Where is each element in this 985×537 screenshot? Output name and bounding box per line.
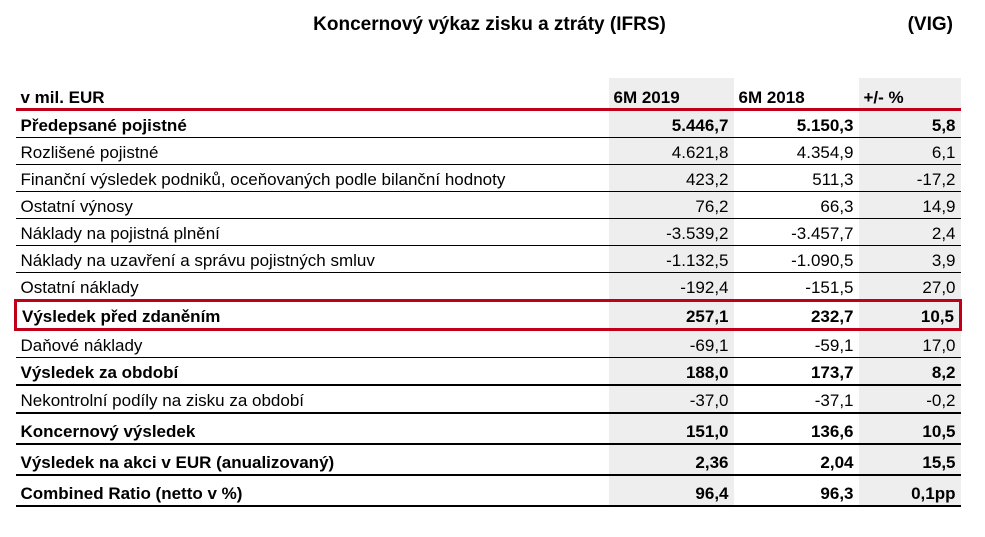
row-label: Finanční výsledek podniků, oceňovaných podle bilanční hodnoty	[20, 170, 506, 189]
row-label: Náklady na uzavření a správu pojistných smluv	[20, 251, 375, 270]
value-6m-2019: 5.446,7	[609, 110, 734, 138]
row-vysledek-pred-zdanenim	[16, 301, 961, 330]
value-6m-2019: 2,36	[609, 444, 734, 475]
value-change-pct: 0,1pp	[859, 475, 961, 506]
row-rozlisene-pojistne	[16, 138, 961, 165]
value-6m-2018: -1.090,5	[791, 251, 854, 270]
row-label: Výsledek za období	[20, 363, 179, 382]
row-label: Nekontrolní podíly na zisku za období	[20, 391, 305, 410]
value-6m-2019: -37,0	[609, 385, 734, 413]
value-6m-2019: 4.621,8	[609, 138, 734, 165]
value-6m-2018: 232,7	[734, 301, 859, 330]
col-header-6m-2019: 6M 2019	[609, 78, 734, 110]
value-change-pct: -17,2	[859, 165, 961, 192]
value-6m-2019: 76,2	[609, 192, 734, 219]
row-predepsane-pojistne	[16, 110, 961, 138]
row-label: Combined Ratio (netto v %)	[20, 484, 243, 503]
value-6m-2019: 257,1	[609, 301, 734, 330]
value-6m-2018: -59,1	[814, 336, 854, 355]
value-6m-2018: 2,04	[820, 453, 854, 472]
value-6m-2018: -3.457,7	[791, 224, 854, 243]
value-change-pct: 5,8	[859, 110, 961, 138]
value-6m-2019: -1.132,5	[609, 246, 734, 273]
row-ostatni-naklady	[16, 273, 961, 301]
value-change-pct: 17,0	[859, 330, 961, 358]
row-label: Ostatní výnosy	[20, 197, 133, 216]
row-financni-vysledek	[16, 165, 961, 192]
value-6m-2018: 511,3	[812, 170, 854, 189]
value-6m-2019: 96,4	[609, 475, 734, 506]
report-title: Koncernový výkaz zisku a ztráty (IFRS)	[313, 14, 666, 35]
value-change-pct: 2,4	[859, 219, 961, 246]
value-change-pct: 15,5	[859, 444, 961, 475]
value-6m-2019: -69,1	[609, 330, 734, 358]
col-header-change-pct: +/- %	[859, 78, 961, 110]
income-statement-table	[14, 78, 962, 507]
row-label: Ostatní náklady	[20, 278, 139, 297]
row-koncernovy-vysledek	[16, 413, 961, 444]
value-change-pct: -0,2	[859, 385, 961, 413]
value-6m-2018: 173,7	[810, 363, 854, 382]
value-change-pct: 8,2	[859, 358, 961, 386]
row-danove-naklady	[16, 330, 961, 358]
row-label: Daňové náklady	[20, 336, 143, 355]
row-vysledek-za-obdobi	[16, 358, 961, 386]
value-change-pct: 10,5	[859, 301, 961, 330]
value-6m-2018: 136,6	[810, 422, 854, 441]
value-6m-2018: 96,3	[820, 484, 854, 503]
table-header-row	[16, 78, 961, 110]
row-label: Výsledek před zdaněním	[16, 301, 609, 330]
row-naklady-na-uzavreni	[16, 246, 961, 273]
value-6m-2018: 66,3	[820, 197, 854, 216]
value-6m-2018: 5.150,3	[796, 116, 854, 135]
unit-header: v mil. EUR	[20, 88, 105, 107]
value-6m-2018: -151,5	[805, 278, 854, 297]
row-vysledek-na-akci	[16, 444, 961, 475]
row-ostatni-vynosy	[16, 192, 961, 219]
row-label: Rozlišené pojistné	[20, 143, 159, 162]
row-label: Náklady na pojistná plnění	[20, 224, 220, 243]
value-6m-2019: 151,0	[609, 413, 734, 444]
row-nekontrolni-podily	[16, 385, 961, 413]
row-label: Výsledek na akci v EUR (anualizovaný)	[20, 453, 335, 472]
row-naklady-na-plneni	[16, 219, 961, 246]
value-6m-2019: 188,0	[609, 358, 734, 386]
row-label: Koncernový výsledek	[20, 422, 196, 441]
row-label: Předepsané pojistné	[20, 116, 187, 135]
col-header-6m-2018: 6M 2018	[738, 88, 805, 107]
value-change-pct: 14,9	[859, 192, 961, 219]
value-change-pct: 3,9	[859, 246, 961, 273]
value-6m-2018: 4.354,9	[796, 143, 854, 162]
row-combined-ratio	[16, 475, 961, 506]
value-change-pct: 10,5	[859, 413, 961, 444]
value-change-pct: 6,1	[859, 138, 961, 165]
value-6m-2019: -192,4	[609, 273, 734, 301]
value-6m-2019: 423,2	[609, 165, 734, 192]
value-6m-2019: -3.539,2	[609, 219, 734, 246]
value-change-pct: 27,0	[859, 273, 961, 301]
ticker-label: (VIG)	[907, 14, 953, 35]
value-6m-2018: -37,1	[814, 391, 854, 410]
